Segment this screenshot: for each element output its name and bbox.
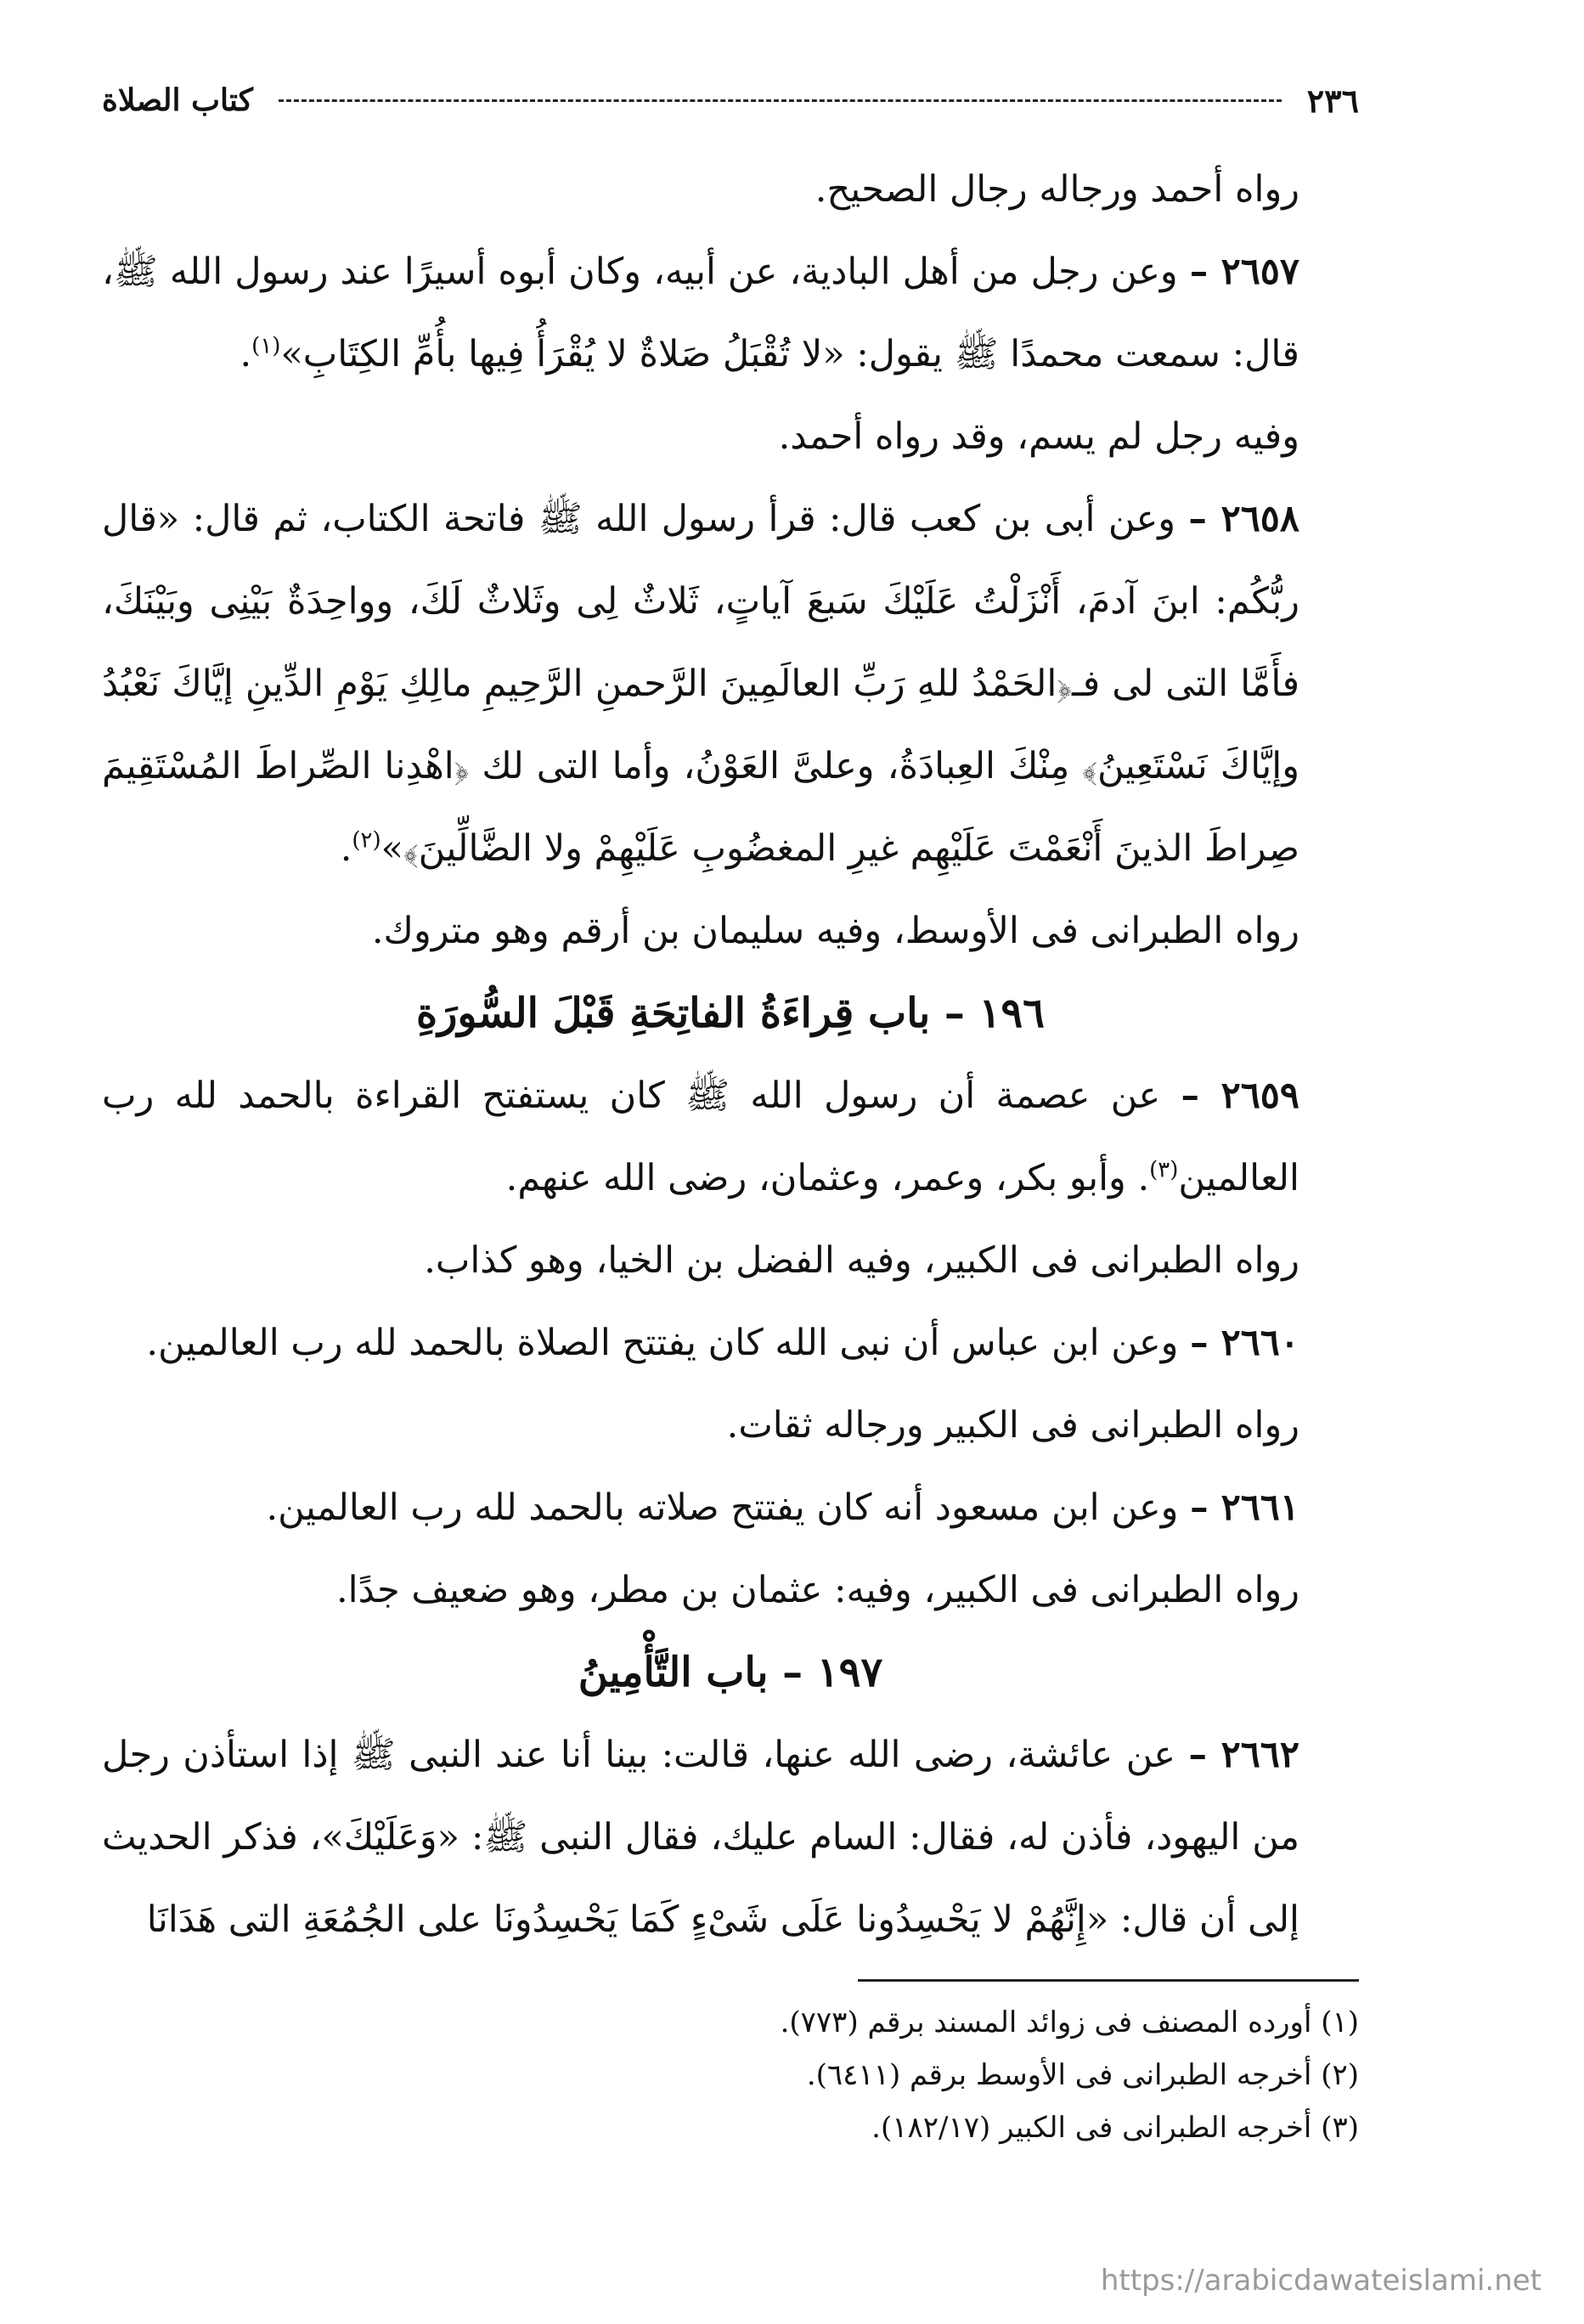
footnote-marker: (٣)	[1149, 1157, 1179, 1183]
narration-note: رواه أحمد ورجاله رجال الصحيح.	[815, 168, 1299, 211]
hadith-paragraph: ٢٦٥٧ – وعن رجل من أهل البادية، عن أبيه، وكان أبوه أسيرًا عند رسول الله ﷺ، قال: سمعت محمدًا ﷺ يقول: «لا تُقْبَلُ صَلاةٌ لا يُقْرَأُ فِيها بأُمِّ الكِتَابِ»$^{(١)}$.	[102, 251, 1299, 375]
hadith-text: وعن رجل من أهل البادية، عن أبيه، وكان أبوه أسيرًا عند رسول الله ﷺ، قال: سمعت محمدًا ﷺ يقول: «لا تُقْبَلُ صَلاةٌ لا يُقْرَأُ فِيها بأُمِّ الكِتَابِ»	[102, 251, 1299, 375]
hadith-paragraph: ٢٦٥٨ – وعن أبى بن كعب قال: قرأ رسول الله ﷺ فاتحة الكتاب، ثم قال: «قال ربُّكُم: ابنَ آدمَ، أَنْزَلْتُ عَلَيْكَ سَبعَ آياتٍ، ثَلاثٌ لِى وثَلاثٌ لَكَ، وواحِدَةٌ بَيْنِى وبَيْنَكَ، فأَمَّا التى لى فـ﴿الحَمْدُ للهِ رَبِّ العالَمِينَ الرَّحمنِ الرَّحِيمِ مالِكِ يَوْمِ الدِّينِ إيَّاكَ نَعْبُدُ وإيَّاكَ نَسْتَعِينُ﴾ مِنْكَ العِبادَةُ، وعلىَّ العَوْنُ، وأما التى لك ﴿اهْدِنا الصِّراطَ المُسْتَقِيمَ صِراطَ الذينَ أَنْعَمْتَ عَلَيْهِم غيرِ المغضُوبِ عَلَيْهِمْ ولا الضَّالِّينَ﴾»$^{(٢)}$.	[102, 498, 1299, 870]
narration-note: رواه الطبرانى فى الكبير، وفيه الفضل بن الخيا، وهو كذاب.	[424, 1239, 1299, 1282]
hadith-paragraph: ٢٦٥٩ – عن عصمة أن رسول الله ﷺ كان يستفتح القراءة بالحمد لله رب العالمين$^{(٣)}$. وأبو بكر، وعمر، وعثمان، رضى الله عنهم.	[102, 1075, 1299, 1199]
footnote-marker: (١)	[251, 333, 281, 359]
main-text	[102, 149, 1359, 1961]
hadith-text: عن عصمة أن رسول الله ﷺ كان يستفتح القراءة بالحمد لله رب العالمين	[102, 1075, 1299, 1199]
narration-note: رواه الطبرانى فى الأوسط، وفيه سليمان بن أرقم وهو متروك.	[371, 910, 1299, 952]
chapter-heading: ١٩٦ – باب قِراءَةُ الفاتِحَةِ قَبْلَ السُّورَةِ	[416, 990, 1045, 1037]
narration-note: رواه الطبرانى فى الكبير ورجاله ثقات.	[726, 1404, 1299, 1447]
chapter-heading: ١٩٧ – باب التَّأْمِينُ	[578, 1649, 883, 1696]
footnote-divider	[858, 1979, 1359, 1982]
page-number: ٢٣٦	[1306, 81, 1359, 120]
header-dashed-rule	[279, 99, 1282, 102]
hadith-text: وعن أبى بن كعب قال: قرأ رسول الله ﷺ فاتحة الكتاب، ثم قال: «قال ربُّكُم: ابنَ آدمَ، أَنْزَلْتُ عَلَيْكَ سَبعَ آياتٍ، ثَلاثٌ لِى وثَلاثٌ لَكَ، وواحِدَةٌ بَيْنِى وبَيْنَكَ، فأَمَّا التى لى فـ﴿الحَمْدُ للهِ رَبِّ العالَمِينَ الرَّحمنِ الرَّحِيمِ مالِكِ يَوْمِ الدِّينِ إيَّاكَ نَعْبُدُ وإيَّاكَ نَسْتَعِينُ﴾ مِنْكَ العِبادَةُ، وعلىَّ العَوْنُ، وأما التى لك ﴿اهْدِنا الصِّراطَ المُسْتَقِيمَ صِراطَ الذينَ أَنْعَمْتَ عَلَيْهِم غيرِ المغضُوبِ عَلَيْهِمْ ولا الضَّالِّينَ﴾»	[102, 498, 1299, 870]
hadith-number: ٢٦٦٠ –	[1190, 1322, 1299, 1364]
hadith-number: ٢٦٥٧ –	[1189, 251, 1299, 293]
hadith-number: ٢٦٦١ –	[1190, 1486, 1299, 1529]
footnote: (٣) أخرجه الطبرانى فى الكبير (١٨٢/١٧).	[871, 2111, 1359, 2145]
page-header	[102, 75, 1359, 126]
hadith-number: ٢٦٦٢ –	[1188, 1734, 1299, 1776]
hadith-number: ٢٦٥٨ –	[1188, 498, 1299, 540]
footnote: (٢) أخرجه الطبرانى فى الأوسط برقم (٦٤١١).	[806, 2058, 1359, 2092]
hadith-text: عن عائشة، رضى الله عنها، قالت: بينا أنا عند النبى ﷺ إذا استأذن رجل من اليهود، فأذن له، فقال: السام عليك، فقال النبى ﷺ: «وَعَلَيْكَ»، فذكر الحديث إلى أن قال: «إِنَّهُمْ لا يَحْسِدُونا عَلَى شَىْءٍ كَمَا يَحْسِدُونَا على الجُمُعَةِ التى هَدَانَا	[102, 1734, 1299, 1941]
footnotes	[102, 1996, 1359, 2154]
book-page	[102, 0, 1359, 2324]
footnote: (١) أورده المصنف فى زوائد المسند برقم (٧٧٣).	[780, 2005, 1359, 2039]
hadith-paragraph	[102, 1714, 1359, 1961]
hadith-paragraph	[102, 1302, 1359, 1385]
book-title: كتاب الصلاة	[102, 82, 253, 118]
watermark-url: https://arabicdawateislami.net	[1100, 2264, 1542, 2298]
hadith-text: وعن ابن عباس أن نبى الله كان يفتتح الصلاة بالحمد لله رب العالمين.	[146, 1322, 1179, 1364]
footnote-marker: (٢)	[352, 827, 381, 854]
hadith-paragraph	[102, 1467, 1359, 1549]
narration-note: وفيه رجل لم يسم، وقد رواه أحمد.	[778, 415, 1299, 458]
hadith-text: وعن ابن مسعود أنه كان يفتتح صلاته بالحمد لله رب العالمين.	[266, 1486, 1179, 1529]
narration-note: رواه الطبرانى فى الكبير، وفيه: عثمان بن مطر، وهو ضعيف جدًا.	[336, 1569, 1299, 1611]
hadith-number: ٢٦٥٩ –	[1181, 1075, 1299, 1117]
